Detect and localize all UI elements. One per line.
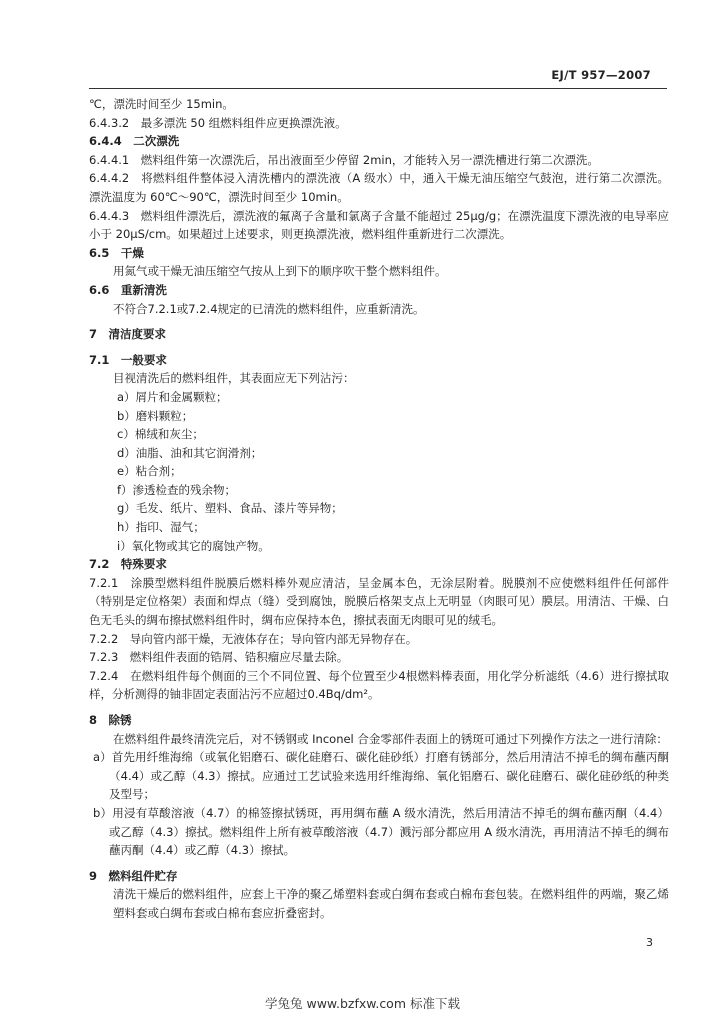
clause-7-2-2: 7.2.2 导向管内部干燥，无液体存在；导向管内部无异物存在。 [89,631,418,646]
heading-9: 9 燃料组件贮存 [89,868,178,883]
clause-7-2-3: 7.2.3 燃料组件表面的锆屑、锆积瘤应尽量去除。 [89,650,349,665]
list-item: c）棉绒和灰尘； [117,427,204,442]
paragraph-6-5: 用氮气或干燥无油压缩空气按从上到下的顺序吹干整个燃料组件。 [113,264,447,279]
paragraph-7-1: 目视清洗后的燃料组件，其表面应无下列沾污： [113,371,355,386]
document-body [89,95,669,923]
list-item: d）油脂、油和其它润滑剂； [117,445,263,460]
heading-7-1: 7.1 一般要求 [89,352,167,367]
page-number: 3 [646,936,653,949]
clause-7-2-1: 7.2.1 涂膜型燃料组件脱膜后燃料棒外观应清洁，呈金属本色，无涂层附着。脱膜剂不应使燃料组件任何部件（特别是定位格架）表面和焊点（缝）受到腐蚀，脱膜后格架支点上无明显（肉眼可见）膜层。用清洁、干燥、白色无毛头的绸布擦拭燃料组件时，绸布应保持本色，擦拭表面无肉眼可见的绒毛。 [89,575,669,628]
list-item-8-a: a）首先用纤维海绵（或氧化铝磨石、碳化硅磨石、碳化硅砂纸）打磨有锈部分，然后用清洁不掉毛的绸布蘸丙酮（4.4）或乙醇（4.3）擦拭。应通过工艺试验来选用纤维海绵、氧化铝磨石、碳化硅磨石、碳化硅砂纸的种类及型号； [93,750,669,802]
paragraph-6-6: 不符合7.2.1或7.2.4规定的已清洗的燃料组件，应重新清洗。 [113,301,425,316]
list-item: a）屑片和金属颗粒； [117,389,228,404]
text-line: ℃，漂洗时间至少 15min。 [89,97,234,111]
footer-watermark: 学兔兔 www.bzfxw.com 标准下载 [265,996,460,1011]
list-item-8-b: b）用浸有草酸溶液（4.7）的棉签擦拭锈斑，再用绸布蘸 A 级水清洗，然后用清洁不掉毛的绸布蘸丙酮（4.4）或乙醇（4.3）擦拭。燃料组件上所有被草酸溶液（4.7）溅污部分都应用 A 级水清洗，再用清洁不掉毛的绸布蘸丙酮（4.4）或乙醇（4.3）擦拭。 [93,805,669,858]
heading-6-4-4: 6.4.4 二次漂洗 [89,134,180,149]
list-item: h）指印、湿气； [117,520,205,535]
header-rule [89,88,667,89]
list-item: f）渗透检查的残余物； [117,482,237,497]
clause-6-4-4-3: 6.4.4.3 燃料组件漂洗后，漂洗液的氟离子含量和氯离子含量不能超过 25μg/g；在漂洗温度下漂洗液的电导率应小于 20μS/cm。如果超过上述要求，则更换漂洗液，燃料组件重新进行二次漂洗。 [89,208,669,242]
heading-6-5: 6.5 干燥 [89,245,144,260]
list-item: b）磨料颗粒； [117,408,194,423]
heading-6-6: 6.6 重新清洗 [89,282,167,297]
heading-8: 8 除锈 [89,713,132,727]
clause-7-2-4: 7.2.4 在燃料组件每个侧面的三个不同位置、每个位置至少4根燃料棒表面，用化学分析滤纸（4.6）进行擦拭取样，分析测得的铀非固定表面沾污不应超过0.4Bq/dm²。 [89,668,669,702]
paragraph-8: 在燃料组件最终清洗完后，对不锈钢或 Inconel 合金零部件表面上的锈斑可通过下列操作方法之一进行清除： [113,731,668,746]
list-item: e）粘合剂； [117,464,182,479]
standard-number: EJ/T 957—2007 [551,68,651,82]
heading-7: 7 清洁度要求 [89,327,167,342]
list-item: i）氧化物或其它的腐蚀产物。 [117,538,270,553]
clause-6-4-4-2: 6.4.4.2 将燃料组件整体浸入清洗槽内的漂洗液（A 级水）中，通入干燥无油压缩空气鼓泡，进行第二次漂洗。漂洗温度为 60℃～90℃，漂洗时间至少 10min。 [89,171,669,204]
paragraph-9: 清洗干燥后的燃料组件，应套上干净的聚乙烯塑料套或白绸布套或白棉布套包装。在燃料组件的两端，聚乙烯塑料套或白绸布套或白棉布套应折叠密封。 [113,887,669,920]
list-item: g）毛发、纸片、塑料、食品、漆片等异物； [117,501,343,516]
clause-6-4-3-2: 6.4.3.2 最多漂洗 50 组燃料组件应更换漂洗液。 [89,115,347,130]
clause-6-4-4-1: 6.4.4.1 燃料组件第一次漂洗后，吊出液面至少停留 2min，才能转入另一漂洗槽进行第二次漂洗。 [89,152,599,167]
heading-7-2: 7.2 特殊要求 [89,557,167,572]
